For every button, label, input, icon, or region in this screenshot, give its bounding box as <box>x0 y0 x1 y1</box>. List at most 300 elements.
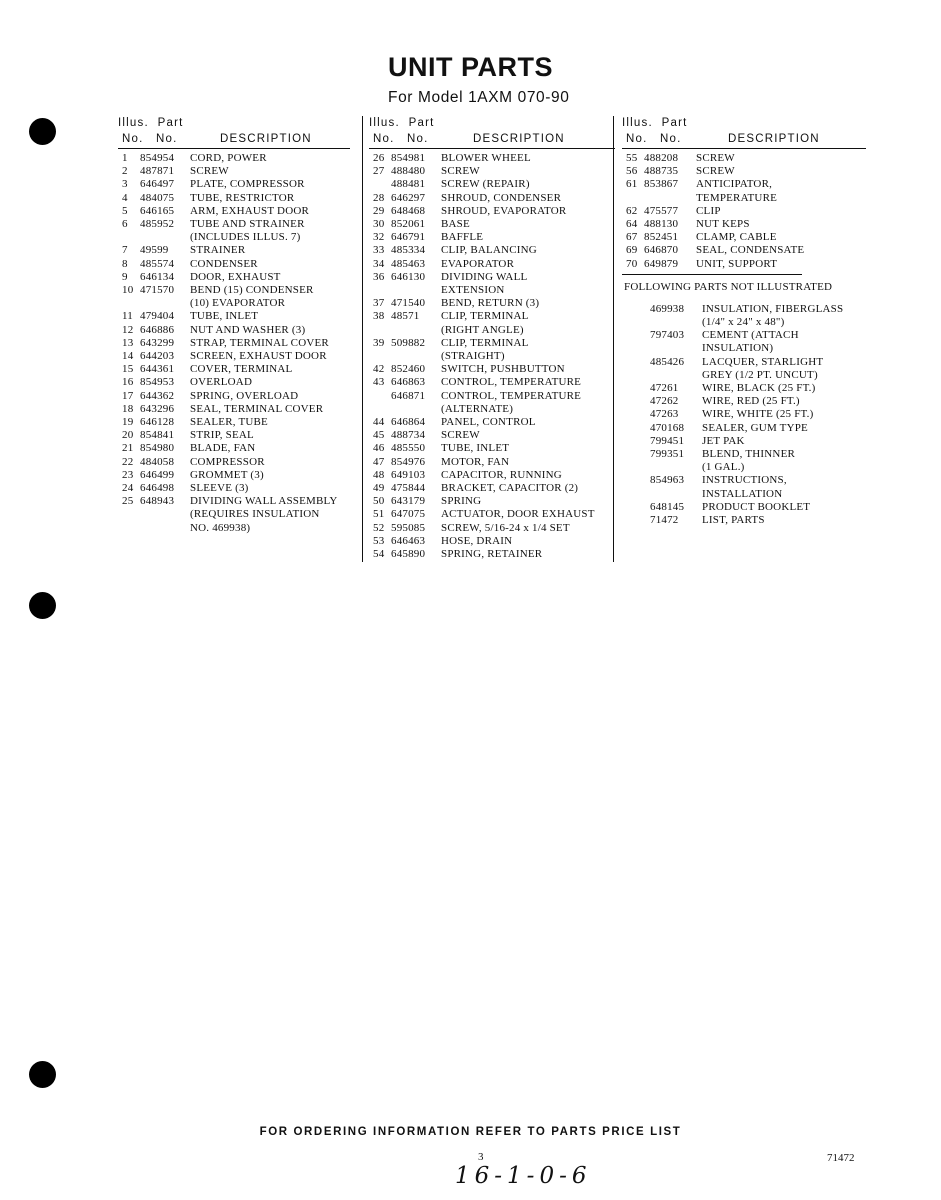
part-number: 485463 <box>391 257 426 270</box>
part-description: (STRAIGHT) <box>441 350 505 363</box>
part-number: 646128 <box>140 416 175 429</box>
illus-number <box>622 395 650 408</box>
part-description: CLIP, TERMINAL <box>441 336 529 349</box>
header-no: No. <box>626 133 648 145</box>
part-description: CORD, POWER <box>190 152 267 164</box>
part-description: SLEEVE (3) <box>190 482 249 495</box>
illus-number: 45 <box>373 429 385 442</box>
part-number: 485426 <box>650 355 685 368</box>
illus-number: 5 <box>122 204 128 217</box>
part-row <box>622 395 866 408</box>
part-description: (INCLUDES ILLUS. 7) <box>190 231 301 244</box>
part-row <box>622 356 866 369</box>
header-no: No. <box>373 133 395 145</box>
part-description: SEALER, TUBE <box>190 416 268 429</box>
part-row <box>622 474 866 487</box>
header-illus-part: Illus. Part <box>118 117 184 129</box>
part-number: 646791 <box>391 231 426 244</box>
part-number: 853867 <box>644 178 679 191</box>
part-description: ACTUATOR, DOOR EXHAUST <box>441 508 595 521</box>
part-row <box>622 205 866 218</box>
illus-number: 16 <box>122 376 134 389</box>
illus-number: 6 <box>122 218 128 231</box>
part-description: NUT AND WASHER (3) <box>190 323 306 336</box>
part-description: BLOWER WHEEL <box>441 152 531 164</box>
illus-number <box>118 508 140 521</box>
punch-hole-bottom <box>29 1061 56 1088</box>
illus-number <box>369 350 391 363</box>
part-row <box>369 376 615 389</box>
illus-number: 50 <box>373 495 385 508</box>
illus-number: 62 <box>626 204 638 217</box>
part-row <box>118 350 350 363</box>
part-description: TUBE, INLET <box>190 310 259 323</box>
part-description: SEAL, TERMINAL COVER <box>190 402 324 415</box>
part-row <box>369 297 615 310</box>
part-description: HOSE, DRAIN <box>441 534 513 547</box>
part-number: 470168 <box>650 421 685 434</box>
part-row <box>118 416 350 429</box>
header-description: DESCRIPTION <box>220 133 312 145</box>
parts-column-3 <box>613 116 866 562</box>
part-description: ARM, EXHAUST DOOR <box>190 204 310 217</box>
part-description: DIVIDING WALL ASSEMBLY <box>190 495 338 508</box>
header-description: DESCRIPTION <box>473 133 565 145</box>
illus-number <box>622 303 650 316</box>
part-description: SCREW <box>441 165 480 178</box>
part-description: INSULATION, FIBERGLASS <box>702 302 844 315</box>
column-header <box>622 116 866 149</box>
illus-number: 1 <box>122 152 128 164</box>
part-number: 484075 <box>140 191 175 204</box>
illus-number <box>622 461 650 474</box>
part-row <box>369 218 615 231</box>
part-number: 643179 <box>391 495 426 508</box>
illus-number <box>622 342 650 355</box>
illus-number: 3 <box>122 178 128 191</box>
part-description: SCREW <box>696 165 735 178</box>
part-row <box>622 342 866 355</box>
part-row <box>622 501 866 514</box>
parts-list <box>369 149 615 561</box>
part-description: SEAL, CONDENSATE <box>696 244 805 257</box>
part-description: SCREW <box>696 152 735 164</box>
part-number: 488734 <box>391 429 426 442</box>
part-number: 646498 <box>140 482 175 495</box>
part-number: 854963 <box>650 474 685 487</box>
header-no: No. <box>122 133 144 145</box>
illus-number: 54 <box>373 548 385 561</box>
part-description: (ALTERNATE) <box>441 402 514 415</box>
part-number: 475577 <box>644 204 679 217</box>
part-description: CLIP, TERMINAL <box>441 310 529 323</box>
part-description: EXTENSION <box>441 284 505 297</box>
part-description: GROMMET (3) <box>190 468 264 481</box>
part-description: PLATE, COMPRESSOR <box>190 178 305 191</box>
part-number: 488735 <box>644 165 679 178</box>
illus-number: 53 <box>373 534 385 547</box>
part-row <box>622 435 866 448</box>
part-description: (RIGHT ANGLE) <box>441 323 524 336</box>
illus-number <box>622 435 650 448</box>
part-number: 852451 <box>644 231 679 244</box>
part-number: 471540 <box>391 297 426 310</box>
illus-number: 48 <box>373 468 385 481</box>
part-description: JET PAK <box>702 434 745 447</box>
part-number <box>140 297 190 310</box>
part-description: CLAMP, CABLE <box>696 231 777 244</box>
part-description: TUBE, INLET <box>441 442 510 455</box>
part-row <box>622 422 866 435</box>
part-row <box>118 522 350 535</box>
part-row <box>369 535 615 548</box>
part-description: CEMENT (ATTACH <box>702 329 799 342</box>
part-row <box>622 461 866 474</box>
column-header <box>118 116 350 149</box>
part-row <box>118 337 350 350</box>
illus-number: 23 <box>122 468 134 481</box>
part-number: 647075 <box>391 508 426 521</box>
part-row <box>369 324 615 337</box>
part-description: PANEL, CONTROL <box>441 416 536 429</box>
part-number: 49599 <box>140 244 169 257</box>
part-row <box>622 192 866 205</box>
part-row <box>369 495 615 508</box>
part-row <box>622 408 866 421</box>
part-row <box>118 429 350 442</box>
illus-number <box>622 488 650 501</box>
divider <box>622 274 802 275</box>
part-description: GREY (1/2 PT. UNCUT) <box>702 368 818 381</box>
part-description: (1 GAL.) <box>702 461 745 474</box>
part-row <box>622 382 866 395</box>
part-number: 854976 <box>391 455 426 468</box>
illus-number <box>118 297 140 310</box>
part-number: 475844 <box>391 482 426 495</box>
part-row <box>118 442 350 455</box>
part-number: 488481 <box>391 178 426 191</box>
illus-number: 70 <box>626 257 638 270</box>
part-row <box>118 456 350 469</box>
part-description: INSTALLATION <box>702 487 783 500</box>
part-number: 644361 <box>140 363 175 376</box>
part-row <box>369 205 615 218</box>
part-row <box>118 297 350 310</box>
illus-number <box>622 514 650 527</box>
parts-column-1 <box>118 116 350 535</box>
part-description: PRODUCT BOOKLET <box>702 500 811 513</box>
column-header <box>369 116 615 149</box>
illus-number: 20 <box>122 429 134 442</box>
illus-number <box>369 324 391 337</box>
illus-number <box>622 422 650 435</box>
part-number: 47261 <box>650 382 679 395</box>
part-description: SPRING, RETAINER <box>441 548 543 561</box>
part-number: 646134 <box>140 270 175 283</box>
part-row <box>118 152 350 165</box>
part-number: 595085 <box>391 521 426 534</box>
part-description: STRAP, TERMINAL COVER <box>190 336 329 349</box>
part-description: LACQUER, STARLIGHT <box>702 355 824 368</box>
illus-number: 67 <box>626 231 638 244</box>
part-row <box>622 178 866 191</box>
model-subtitle: For Model 1AXM 070-90 <box>388 89 570 106</box>
part-description: SCREW, 5/16-24 x 1/4 SET <box>441 521 570 534</box>
part-row <box>369 363 615 376</box>
part-number <box>140 522 190 535</box>
illus-number: 39 <box>373 336 385 349</box>
illus-number: 19 <box>122 416 134 429</box>
part-number: 646870 <box>644 244 679 257</box>
illus-number: 27 <box>373 165 385 178</box>
illus-number: 29 <box>373 204 385 217</box>
part-description: SHROUD, EVAPORATOR <box>441 204 567 217</box>
illus-number <box>622 474 650 487</box>
part-number: 646864 <box>391 416 426 429</box>
part-description: DOOR, EXHAUST <box>190 270 281 283</box>
part-description: LIST, PARTS <box>702 514 765 527</box>
illus-number: 69 <box>626 244 638 257</box>
part-row <box>369 522 615 535</box>
part-number: 797403 <box>650 329 685 342</box>
not-illustrated-label: FOLLOWING PARTS NOT ILLUSTRATED <box>624 280 833 293</box>
part-description: CLIP, BALANCING <box>441 244 537 257</box>
illus-number: 36 <box>373 270 385 283</box>
illus-number: 22 <box>122 455 134 468</box>
not-illustrated-list <box>622 299 866 527</box>
part-description: WIRE, BLACK (25 FT.) <box>702 382 816 395</box>
part-row <box>369 271 615 284</box>
document-number: 71472 <box>827 1152 855 1164</box>
part-row <box>622 218 866 231</box>
part-number: 646165 <box>140 204 175 217</box>
illus-number <box>622 356 650 369</box>
part-number: 649879 <box>644 257 679 270</box>
illus-number: 14 <box>122 350 134 363</box>
illus-number: 15 <box>122 363 134 376</box>
part-description: BRACKET, CAPACITOR (2) <box>441 482 579 495</box>
part-number: 47263 <box>650 408 679 421</box>
part-row <box>118 376 350 389</box>
illus-number: 7 <box>122 244 128 257</box>
part-row <box>118 390 350 403</box>
part-description: MOTOR, FAN <box>441 455 510 468</box>
part-description: TUBE, RESTRICTOR <box>190 191 295 204</box>
part-description: CONTROL, TEMPERATURE <box>441 389 582 402</box>
part-row <box>369 152 615 165</box>
part-description: SCREW <box>441 429 480 442</box>
part-number: 646871 <box>391 389 426 402</box>
part-number: 48571 <box>391 310 420 323</box>
illus-number <box>369 390 391 403</box>
part-row <box>369 165 615 178</box>
part-description: STRAINER <box>190 244 246 257</box>
illus-number: 11 <box>122 310 133 323</box>
illus-number <box>622 316 650 329</box>
part-number: 484058 <box>140 455 175 468</box>
part-row <box>118 231 350 244</box>
part-description: SEALER, GUM TYPE <box>702 421 808 434</box>
part-row <box>118 403 350 416</box>
part-description: (10) EVAPORATOR <box>190 297 286 310</box>
part-row <box>118 284 350 297</box>
part-description: INSTRUCTIONS, <box>702 474 787 487</box>
illus-number: 47 <box>373 455 385 468</box>
part-description: (1/4" x 24" x 48") <box>702 316 785 329</box>
part-number: 646497 <box>140 178 175 191</box>
part-row <box>118 469 350 482</box>
illus-number: 21 <box>122 442 134 455</box>
part-description: STRIP, SEAL <box>190 429 254 442</box>
part-description: SPRING, OVERLOAD <box>190 389 299 402</box>
part-number: 854981 <box>391 152 426 164</box>
illus-number: 28 <box>373 191 385 204</box>
illus-number: 8 <box>122 257 128 270</box>
part-number <box>650 369 702 382</box>
part-description: (REQUIRES INSULATION <box>190 508 320 521</box>
part-number: 643299 <box>140 336 175 349</box>
part-row <box>118 205 350 218</box>
part-row <box>369 416 615 429</box>
handwritten-note: 16-1-0-6 <box>455 1163 592 1189</box>
illus-number: 12 <box>122 323 134 336</box>
part-number: 854841 <box>140 429 175 442</box>
illus-number: 13 <box>122 336 134 349</box>
part-number: 648145 <box>650 500 685 513</box>
part-row <box>369 178 615 191</box>
part-number: 471570 <box>140 284 175 297</box>
part-number: 646886 <box>140 323 175 336</box>
part-number: 488208 <box>644 152 679 164</box>
part-row <box>369 429 615 442</box>
part-row <box>118 324 350 337</box>
header-illus-part: Illus. Part <box>369 117 435 129</box>
part-number <box>140 508 190 521</box>
page-title: UNIT PARTS <box>388 52 553 82</box>
part-number: 485334 <box>391 244 426 257</box>
part-row <box>622 329 866 342</box>
part-number: 649103 <box>391 468 426 481</box>
part-number <box>650 488 702 501</box>
header-description: DESCRIPTION <box>728 133 820 145</box>
illus-number: 24 <box>122 482 134 495</box>
part-row <box>622 152 866 165</box>
illus-number <box>369 403 391 416</box>
part-number: 646499 <box>140 468 175 481</box>
part-row <box>369 390 615 403</box>
part-number: 487871 <box>140 165 175 178</box>
illus-number <box>622 501 650 514</box>
illus-number <box>622 369 650 382</box>
part-row <box>622 165 866 178</box>
illus-number: 18 <box>122 402 134 415</box>
part-number <box>391 284 441 297</box>
part-row <box>118 178 350 191</box>
header-part-no: No. <box>156 133 178 145</box>
part-number: 47262 <box>650 395 679 408</box>
illus-number: 37 <box>373 297 385 310</box>
part-number <box>650 342 702 355</box>
illus-number: 38 <box>373 310 385 323</box>
illus-number <box>118 522 140 535</box>
part-description: INSULATION) <box>702 342 774 355</box>
part-row <box>622 244 866 257</box>
part-description: SHROUD, CONDENSER <box>441 191 562 204</box>
part-number: 852460 <box>391 363 426 376</box>
illus-number: 17 <box>122 389 134 402</box>
part-number: 643296 <box>140 402 175 415</box>
illus-number: 9 <box>122 270 128 283</box>
part-number <box>140 231 190 244</box>
part-row <box>118 310 350 323</box>
illus-number: 55 <box>626 152 638 164</box>
part-description: SPRING <box>441 495 482 508</box>
part-description: BLEND, THINNER <box>702 448 796 461</box>
part-description: BEND, RETURN (3) <box>441 297 540 310</box>
illus-number: 49 <box>373 482 385 495</box>
part-number: 485550 <box>391 442 426 455</box>
part-row <box>622 448 866 461</box>
part-description: NO. 469938) <box>190 521 251 534</box>
part-number: 854953 <box>140 376 175 389</box>
part-number: 854954 <box>140 152 175 164</box>
part-row <box>118 258 350 271</box>
header-part-no: No. <box>407 133 429 145</box>
part-row <box>118 508 350 521</box>
part-description: DIVIDING WALL <box>441 270 528 283</box>
part-row <box>369 403 615 416</box>
part-description: COVER, TERMINAL <box>190 363 293 376</box>
part-description: BLADE, FAN <box>190 442 256 455</box>
illus-number: 43 <box>373 376 385 389</box>
part-row <box>118 165 350 178</box>
illus-number <box>622 448 650 461</box>
part-number: 852061 <box>391 218 426 231</box>
part-row <box>118 218 350 231</box>
page-number: 3 <box>478 1151 484 1163</box>
illus-number: 64 <box>626 218 638 231</box>
parts-list <box>622 149 866 271</box>
punch-hole-middle <box>29 592 56 619</box>
part-number <box>391 324 441 337</box>
illus-number: 46 <box>373 442 385 455</box>
part-number <box>644 192 696 205</box>
illus-number: 4 <box>122 191 128 204</box>
illus-number <box>118 231 140 244</box>
part-row <box>369 482 615 495</box>
part-number: 799351 <box>650 448 685 461</box>
part-row <box>118 495 350 508</box>
part-number: 644362 <box>140 389 175 402</box>
part-number: 469938 <box>650 302 685 315</box>
part-number: 645890 <box>391 548 426 561</box>
part-number: 71472 <box>650 514 679 527</box>
part-description: BAFFLE <box>441 231 484 244</box>
part-row <box>622 514 866 527</box>
part-description: SCREW (REPAIR) <box>441 178 530 191</box>
parts-column-2 <box>362 116 615 562</box>
header-illus-part: Illus. Part <box>622 117 688 129</box>
part-description: CONTROL, TEMPERATURE <box>441 376 582 389</box>
illus-number: 26 <box>373 152 385 164</box>
illus-number: 2 <box>122 165 128 178</box>
part-row <box>118 482 350 495</box>
part-number: 648468 <box>391 204 426 217</box>
part-row <box>369 337 615 350</box>
part-number: 646297 <box>391 191 426 204</box>
part-description: OVERLOAD <box>190 376 253 389</box>
part-description: BEND (15) CONDENSER <box>190 284 314 297</box>
